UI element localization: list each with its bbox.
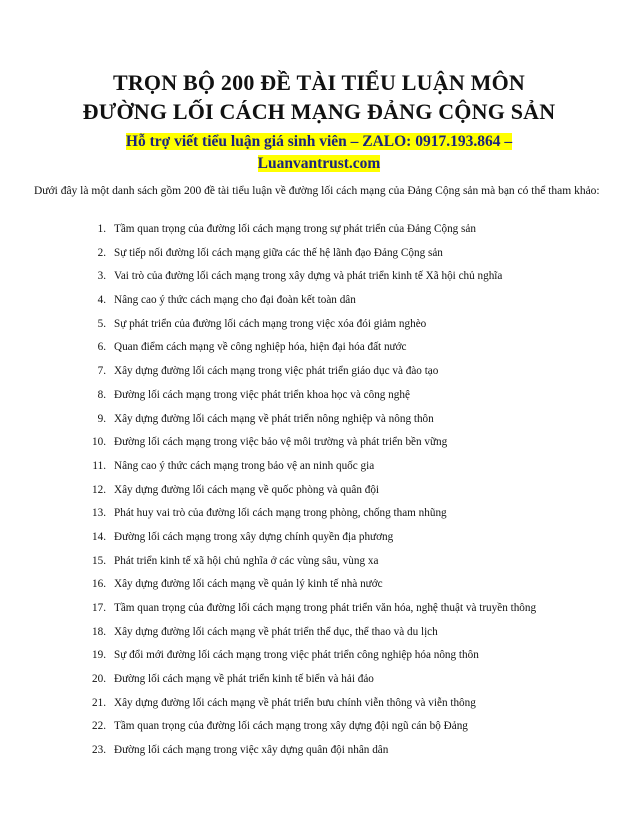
list-item-number: 13. xyxy=(92,507,106,520)
list-item-text: Sự đổi mới đường lối cách mạng trong việc phát triển công nghiệp hóa nông thôn xyxy=(114,649,479,662)
list-item xyxy=(34,600,614,624)
list-item-number: 5. xyxy=(97,317,106,330)
list-item xyxy=(34,387,614,411)
list-item xyxy=(34,671,614,695)
list-item-text: Tầm quan trọng của đường lối cách mạng trong sự phát triển của Đảng Cộng sản xyxy=(114,223,476,235)
list-item-number: 18. xyxy=(92,625,106,638)
list-item-text: Xây dựng đường lối cách mạng về phát triển bưu chính viễn thông và viễn thông xyxy=(114,696,476,709)
topic-list xyxy=(34,221,614,766)
list-item xyxy=(34,529,614,553)
subtitle-line-2: Luanvantrust.com xyxy=(257,155,381,172)
list-item xyxy=(34,695,614,719)
list-item xyxy=(34,316,614,340)
list-item-text: Đường lối cách mạng trong xây dựng chính quyền địa phương xyxy=(114,530,394,543)
list-item xyxy=(34,553,614,577)
list-item xyxy=(34,339,614,363)
list-item-text: Quan điểm cách mạng về công nghiệp hóa, hiện đại hóa đất nước xyxy=(114,341,407,354)
list-item-number: 15. xyxy=(92,554,106,567)
subtitle-line-1: Hỗ trợ viết tiểu luận giá sinh viên – ZALO: 0917.193.864 – xyxy=(125,133,513,150)
list-item-text: Vai trò của đường lối cách mạng trong xây dựng và phát triển kinh tế Xã hội chủ nghĩa xyxy=(114,270,503,283)
list-item xyxy=(34,742,614,766)
list-item-text: Phát huy vai trò của đường lối cách mạng trong phòng, chống tham nhũng xyxy=(114,507,447,520)
list-item-number: 12. xyxy=(92,483,106,496)
list-item xyxy=(34,434,614,458)
list-item-text: Tầm quan trọng của đường lối cách mạng trong xây dựng đội ngũ cán bộ Đảng xyxy=(114,720,468,733)
contact-subtitle xyxy=(60,131,578,175)
list-item-number: 4. xyxy=(97,294,106,307)
list-item-text: Đường lối cách mạng về phát triển kinh tế biển và hải đảo xyxy=(114,673,374,686)
list-item-number: 3. xyxy=(97,270,106,283)
list-item-number: 20. xyxy=(92,673,106,686)
list-item-text: Sự phát triển của đường lối cách mạng trong việc xóa đói giảm nghèo xyxy=(114,317,427,330)
list-item xyxy=(34,363,614,387)
list-item xyxy=(34,624,614,648)
list-item-text: Xây dựng đường lối cách mạng về phát triển nông nghiệp và nông thôn xyxy=(114,412,434,425)
list-item-number: 17. xyxy=(92,602,106,614)
list-item-text: Đường lối cách mạng trong việc bảo vệ môi trường và phát triển bền vững xyxy=(114,436,448,449)
list-item xyxy=(34,245,614,269)
list-item xyxy=(34,576,614,600)
list-item-number: 19. xyxy=(92,649,106,662)
title-line-2: ĐƯỜNG LỐI CÁCH MẠNG ĐẢNG CỘNG SẢN xyxy=(82,99,556,124)
list-item-number: 11. xyxy=(92,459,106,472)
list-item-number: 21. xyxy=(92,696,106,709)
list-item-number: 14. xyxy=(92,530,106,543)
document-title xyxy=(40,68,598,126)
list-item-text: Nâng cao ý thức cách mạng trong bảo vệ an ninh quốc gia xyxy=(114,459,375,472)
list-item-number: 6. xyxy=(97,341,106,354)
list-item xyxy=(34,505,614,529)
list-item-number: 9. xyxy=(97,412,106,425)
list-item xyxy=(34,411,614,435)
list-item-number: 10. xyxy=(92,436,106,449)
list-item xyxy=(34,718,614,742)
list-item-number: 22. xyxy=(92,720,106,733)
list-item-text: Phát triển kinh tế xã hội chủ nghĩa ở các vùng sâu, vùng xa xyxy=(114,554,379,567)
list-item xyxy=(34,647,614,671)
list-item-text: Xây dựng đường lối cách mạng về quốc phòng và quân đội xyxy=(114,483,380,496)
list-item-number: 7. xyxy=(97,365,106,378)
list-item-number: 1. xyxy=(97,223,106,235)
list-item-text: Đường lối cách mạng trong việc phát triển khoa học và công nghệ xyxy=(114,388,410,401)
list-item-text: Tầm quan trọng của đường lối cách mạng trong phát triển văn hóa, nghệ thuật và truyền thông xyxy=(114,602,537,614)
list-item-number: 8. xyxy=(97,388,106,401)
title-line-1: TRỌN BỘ 200 ĐỀ TÀI TIỂU LUẬN MÔN xyxy=(112,70,526,95)
list-item-text: Xây dựng đường lối cách mạng về phát triển thể dục, thể thao và du lịch xyxy=(114,625,438,638)
list-item-text: Xây dựng đường lối cách mạng về quản lý kinh tế nhà nước xyxy=(114,578,383,591)
list-item-text: Đường lối cách mạng trong việc xây dựng quân đội nhân dân xyxy=(114,744,389,757)
list-item xyxy=(34,458,614,482)
list-item-text: Nâng cao ý thức cách mạng cho đại đoàn kết toàn dân xyxy=(114,294,356,307)
list-item-number: 23. xyxy=(92,744,106,757)
intro-paragraph: Dưới đây là một danh sách gồm 200 đề tài tiểu luận về đường lối cách mạng của Đảng Cộng sản mà bạn có thể tham khảo: xyxy=(34,185,600,197)
list-item xyxy=(34,221,614,245)
list-item-text: Xây dựng đường lối cách mạng trong việc phát triển giáo dục và đào tạo xyxy=(114,365,439,378)
list-item-text: Sự tiếp nối đường lối cách mạng giữa các thế hệ lãnh đạo Đảng Cộng sản xyxy=(114,246,443,259)
list-item-number: 16. xyxy=(92,578,106,591)
list-item-number: 2. xyxy=(97,246,106,259)
list-item xyxy=(34,292,614,316)
list-item xyxy=(34,482,614,506)
list-item xyxy=(34,268,614,292)
